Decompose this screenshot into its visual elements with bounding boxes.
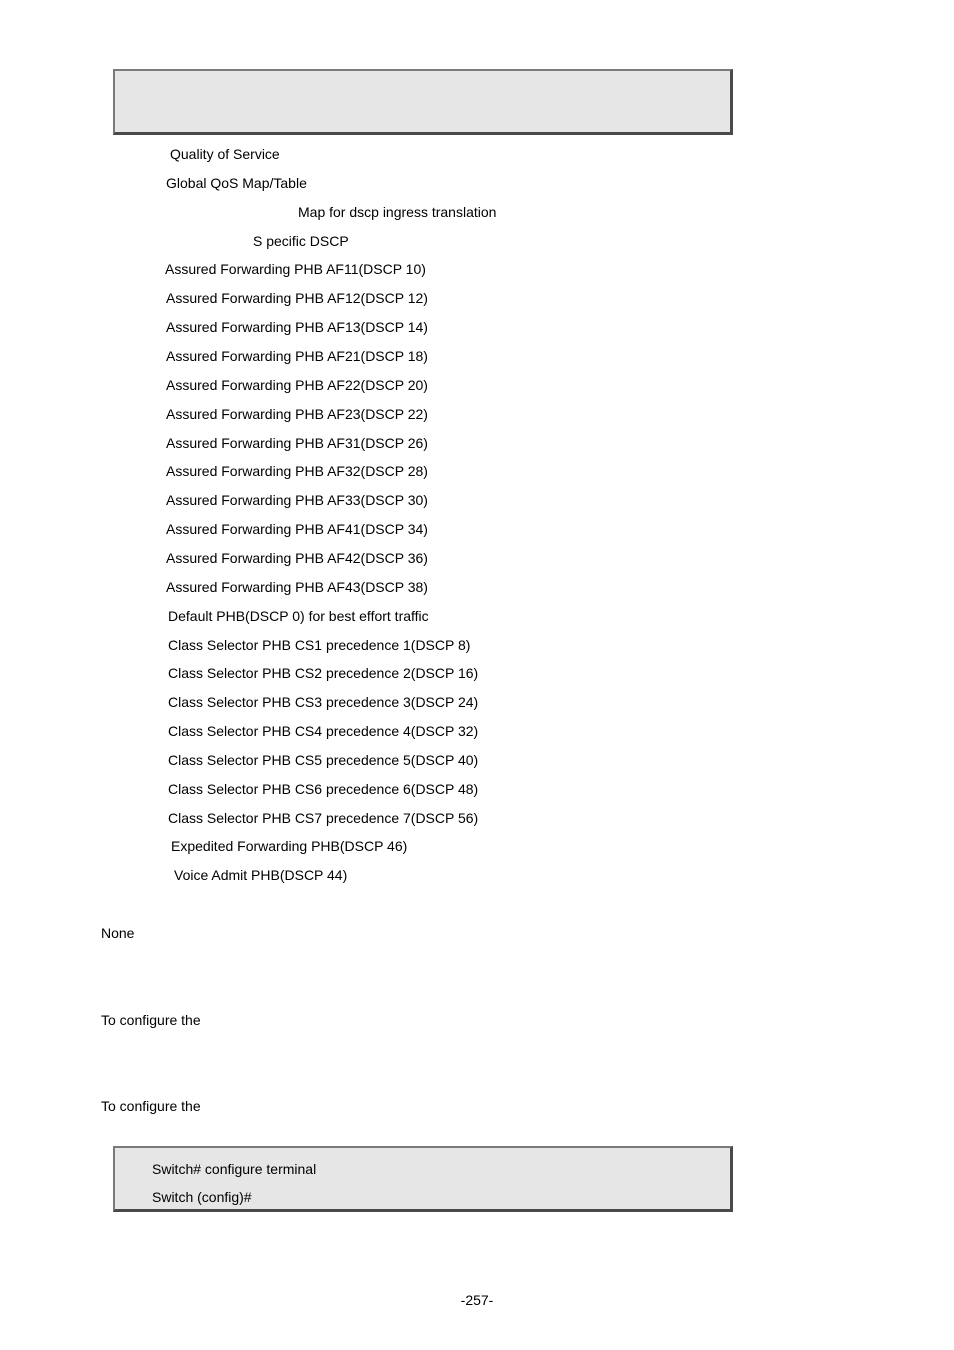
- code-line: Switch (config)#: [152, 1189, 252, 1205]
- parameter-item: Assured Forwarding PHB AF21(DSCP 18): [166, 348, 428, 364]
- code-line: Switch# configure terminal: [152, 1161, 317, 1177]
- parameter-item: Class Selector PHB CS2 precedence 2(DSCP 16): [168, 665, 479, 681]
- parameter-item: Class Selector PHB CS5 precedence 5(DSCP 40): [168, 752, 479, 768]
- parameter-item: Assured Forwarding PHB AF31(DSCP 26): [166, 435, 428, 451]
- command-syntax-box: [113, 69, 733, 135]
- example-code-box: [113, 1146, 733, 1212]
- parameter-item: Assured Forwarding PHB AF32(DSCP 28): [166, 463, 428, 479]
- parameter-item: Class Selector PHB CS7 precedence 7(DSCP 56): [168, 810, 479, 826]
- parameter-item: Assured Forwarding PHB AF22(DSCP 20): [166, 377, 428, 393]
- parameter-item: Assured Forwarding PHB AF12(DSCP 12): [166, 290, 428, 306]
- usage-text: To configure the: [101, 1012, 201, 1028]
- parameter-item: Assured Forwarding PHB AF33(DSCP 30): [166, 492, 428, 508]
- parameter-item: Assured Forwarding PHB AF43(DSCP 38): [166, 579, 428, 595]
- parameter-item: S pecific DSCP: [253, 233, 349, 249]
- parameter-item: Expedited Forwarding PHB(DSCP 46): [171, 838, 408, 854]
- parameter-item: Assured Forwarding PHB AF41(DSCP 34): [166, 521, 428, 537]
- parameter-item: Assured Forwarding PHB AF42(DSCP 36): [166, 550, 428, 566]
- parameter-item: Map for dscp ingress translation: [298, 204, 497, 220]
- parameter-item: Voice Admit PHB(DSCP 44): [174, 867, 348, 883]
- parameter-item: Assured Forwarding PHB AF13(DSCP 14): [166, 319, 428, 335]
- parameter-item: Assured Forwarding PHB AF11(DSCP 10): [165, 261, 426, 277]
- parameter-item: Quality of Service: [170, 146, 280, 162]
- parameter-item: Class Selector PHB CS1 precedence 1(DSCP 8): [168, 637, 471, 653]
- parameter-item: Assured Forwarding PHB AF23(DSCP 22): [166, 406, 428, 422]
- parameter-item: Class Selector PHB CS4 precedence 4(DSCP 32): [168, 723, 479, 739]
- parameter-item: Class Selector PHB CS6 precedence 6(DSCP 48): [168, 781, 479, 797]
- parameter-item: Global QoS Map/Table: [166, 175, 307, 191]
- page-number: -257-: [460, 1292, 494, 1308]
- example-text: To configure the: [101, 1098, 201, 1114]
- default-value: None: [101, 925, 135, 941]
- parameter-item: Class Selector PHB CS3 precedence 3(DSCP 24): [168, 694, 479, 710]
- parameter-item: Default PHB(DSCP 0) for best effort traffic: [168, 608, 429, 624]
